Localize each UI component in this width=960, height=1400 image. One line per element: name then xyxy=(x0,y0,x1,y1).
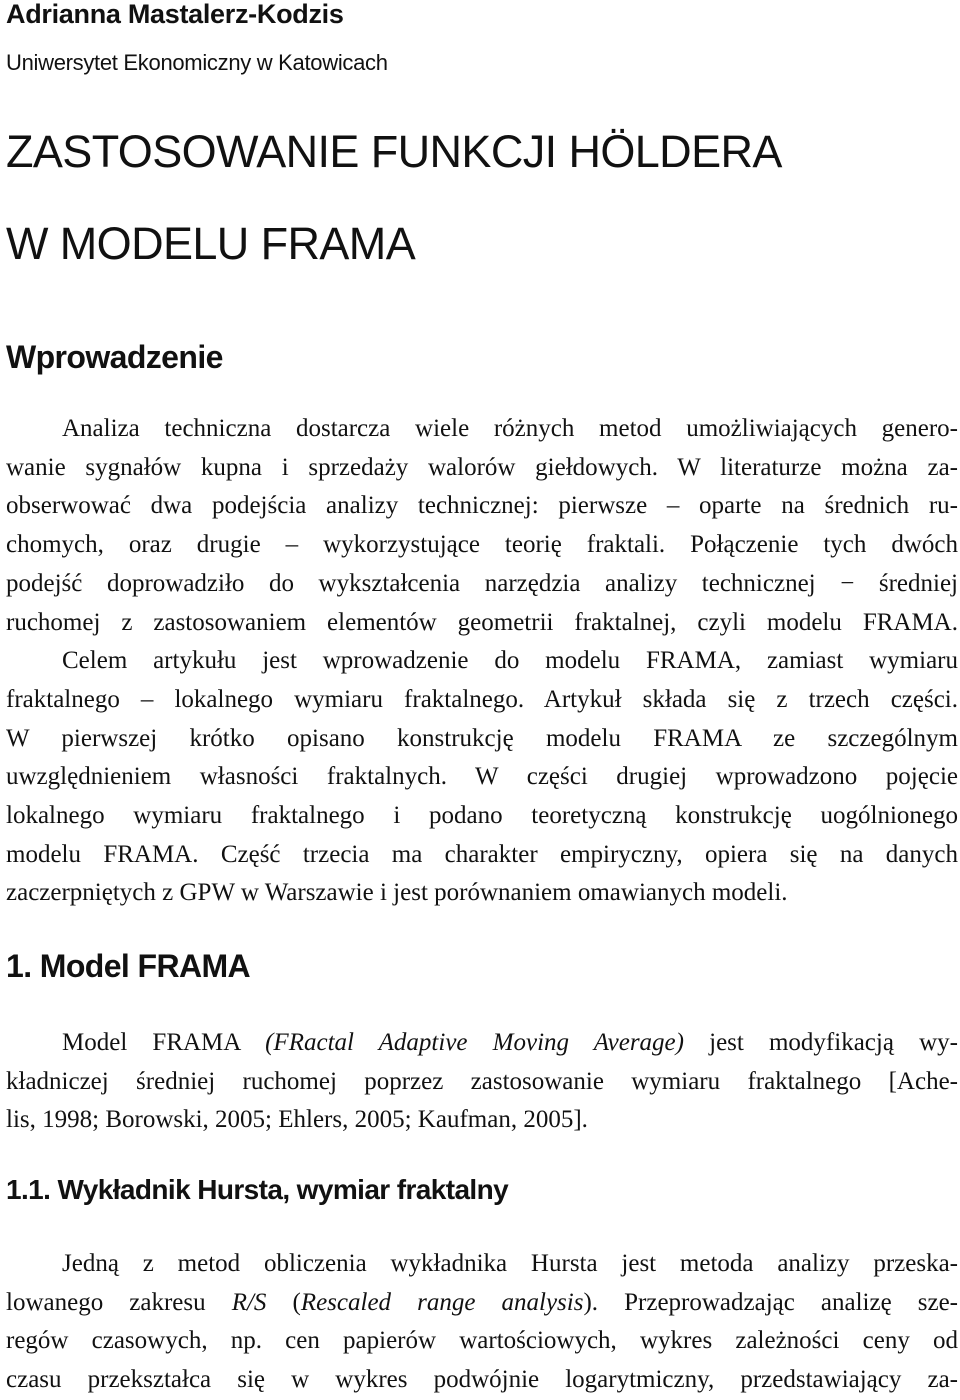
title-line-2: W MODELU FRAMA xyxy=(6,218,416,269)
author-name: Adrianna Mastalerz-Kodzis xyxy=(6,0,344,29)
section-1-1-line: Jedną z metod obliczenia wykładnika Hursta jest metoda analizy przeska- xyxy=(62,1250,958,1277)
section-1-1-line: regów czasowych, np. cen papierów wartościowych, wykres zależności ceny od xyxy=(6,1327,958,1355)
intro-heading: Wprowadzenie xyxy=(6,339,223,375)
frama-expansion: (FRactal Adaptive Moving Average) xyxy=(265,1029,684,1056)
rs-symbol: R/S xyxy=(231,1288,267,1316)
intro-line: zaczerpniętych z GPW w Warszawie i jest porównaniem omawianych modeli. xyxy=(6,879,788,907)
intro-line: W pierwszej krótko opisano konstrukcję modelu FRAMA ze szczególnym xyxy=(6,724,958,752)
intro-line: Celem artykułu jest wprowadzenie do modelu FRAMA, zamiast wymiaru xyxy=(62,647,958,675)
intro-line: modelu FRAMA. Część trzecia ma charakter empiryczny, opiera się na danych xyxy=(6,840,958,868)
section-1-heading: 1. Model FRAMA xyxy=(6,948,251,984)
intro-line: obserwować dwa podejścia analizy technicznej: pierwsze – oparte na średnich ru- xyxy=(6,492,958,520)
author-affiliation: Uniwersytet Ekonomiczny w Katowicach xyxy=(6,50,388,75)
section-1-line xyxy=(6,1024,958,1063)
intro-line: podejść doprowadziło do wykształcenia narzędzia analizy technicznej − średniej xyxy=(6,569,958,597)
section-1-1-line xyxy=(6,1284,958,1323)
text-run: lowanego zakresu xyxy=(6,1288,232,1316)
text-run: Model FRAMA xyxy=(62,1029,266,1056)
title-line-1: ZASTOSOWANIE FUNKCJI HÖLDERA xyxy=(6,126,782,177)
intro-line: chomych, oraz drugie – wykorzystujące teorię fraktali. Połączenie tych dwóch xyxy=(6,531,958,559)
rescaled-range-term: Rescaled range analysis xyxy=(300,1288,584,1316)
intro-line: wanie sygnałów kupna i sprzedaży walorów giełdowych. W literaturze można za- xyxy=(6,453,958,481)
intro-line: lokalnego wymiaru fraktalnego i podano teoretyczną konstrukcję uogólnionego xyxy=(6,802,958,830)
article-title xyxy=(6,118,782,302)
intro-paragraph xyxy=(6,410,958,913)
section-1-1-line: czasu przekształca się w wykres podwójnie logarytmiczny, przedstawiający za- xyxy=(6,1366,958,1394)
section-1-line: kładniczej średniej ruchomej poprzez zastosowanie wymiaru fraktalnego [Ache- xyxy=(6,1067,958,1095)
section-1-paragraph xyxy=(6,1024,958,1140)
intro-line: uwzględnieniem własności fraktalnych. W części drugiej wprowadzono pojęcie xyxy=(6,763,958,791)
section-1-line: lis, 1998; Borowski, 2005; Ehlers, 2005; Kaufman, 2005]. xyxy=(6,1106,588,1134)
text-run: ( xyxy=(266,1288,301,1316)
section-1-1-heading: 1.1. Wykładnik Hursta, wymiar fraktalny xyxy=(6,1174,509,1205)
text-run: jest modyfikacją wy- xyxy=(683,1029,958,1056)
intro-line: ruchomej z zastosowaniem elementów geometrii fraktalnej, czyli modelu FRAMA. xyxy=(6,608,958,636)
intro-line: Analiza techniczna dostarcza wiele różnych metod umożliwiających genero- xyxy=(62,415,958,442)
text-run: ). Przeprowadzając analizę sze- xyxy=(583,1288,959,1316)
intro-line: fraktalnego – lokalnego wymiaru fraktalnego. Artykuł składa się z trzech części. xyxy=(6,685,958,713)
section-1-1-paragraph xyxy=(6,1245,958,1400)
